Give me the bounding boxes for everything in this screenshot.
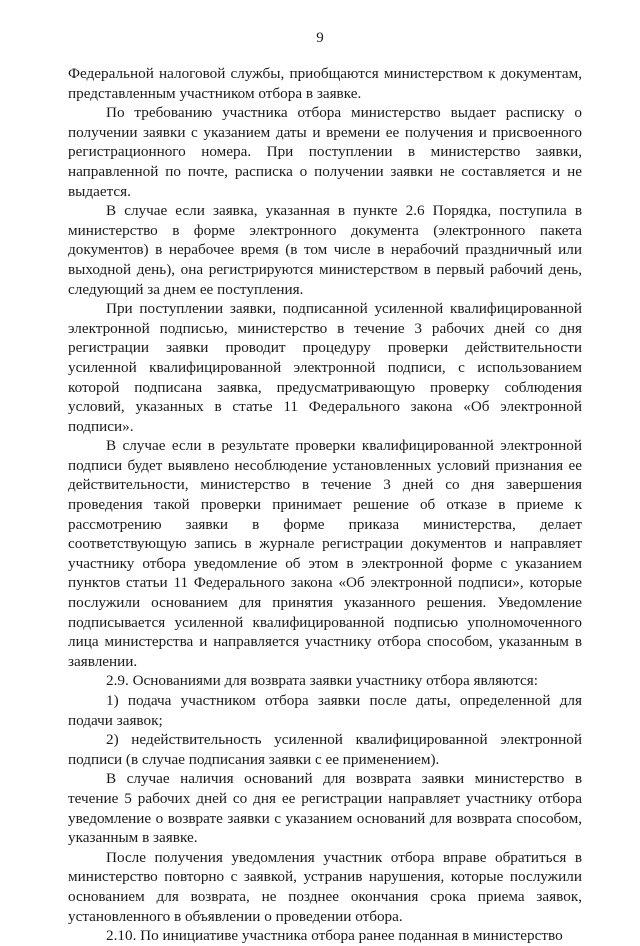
paragraph-return-notice: В случае наличия оснований для возврата заявки министерство в течение 5 рабочих дней со дня ее регистрации направляет участнику отбора уведомление о возврате заявки с указанием оснований для возврата способом, указанным в заявке. [68,770,582,847]
document-body [68,64,582,946]
paragraph-receipt: По требованию участника отбора министерство выдает расписку о получении заявки с указанием даты и времени ее получения и присвоенного регистрационного номера. При поступлении в министерство заявки, направленной по почте, расписка о получении заявки не составляется и не выдается. [68,104,582,200]
paragraph-resubmission: После получения уведомления участник отбора вправе обратиться в министерство повторно с заявкой, устранив нарушения, которые послужили основанием для возврата, не позднее окончания срока приема заявок, установленного в объявлении о проведении отбора. [68,848,582,925]
paragraph-signature-invalid: В случае если в результате проверки квалифицированной электронной подписи будет выявлено несоблюдение установленных условий признания ее действительности, министерство в течение 3 дней со дня завершения проведения такой проверки принимает решение об отказе в приеме к рассмотрению заявки в форме приказа министерства, делает соответствующую запись в журнале регистрации документов и направляет участнику отбора уведомление об этом в электронной форме с указанием пунктов статьи 11 Федерального закона «Об электронной подписи», которые послужили основанием для принятия указанного решения. Уведомление подписывается усиленной квалифицированной подписью уполномоченного лица министерства и направляется участнику отбора способом, указанным в заявлении. [68,437,582,670]
paragraph-continuation: Федеральной налоговой службы, приобщаются министерством к документам, представленным участником отбора в заявке. [68,65,582,102]
paragraph-return-ground-2: 2) недействительность усиленной квалифицированной электронной подписи (в случае подписания заявки с ее применением). [68,731,582,768]
page-number: 9 [316,30,324,46]
paragraph-return-grounds-heading: 2.9. Основаниями для возврата заявки участнику отбора являются: [106,672,538,690]
paragraph-return-ground-1: 1) подача участником отбора заявки после даты, определенной для подачи заявок; [68,692,582,729]
paragraph-nonworking-time: В случае если заявка, указанная в пункте 2.6 Порядка, поступила в министерство в форме электронного документа (электронного пакета документов) в нерабочее время (в том числе в нерабочий праздничный или выходной день), она регистрируются министерством в первый рабочий день, следующий за днем ее поступления. [68,202,582,298]
paragraph-withdrawal-start: 2.10. По инициативе участника отбора ранее поданная в министерство [106,927,563,945]
paragraph-signature-check: При поступлении заявки, подписанной усиленной квалифицированной электронной подписью, министерство в течение 3 рабочих дней со дня регистрации заявки проводит процедуру проверки действительности усиленной квалифицированной электронной подписи, с использованием которой подписана заявка, предусматривающую проверку соблюдения условий, указанных в статье 11 Федерального закона «Об электронной подписи». [68,300,582,435]
